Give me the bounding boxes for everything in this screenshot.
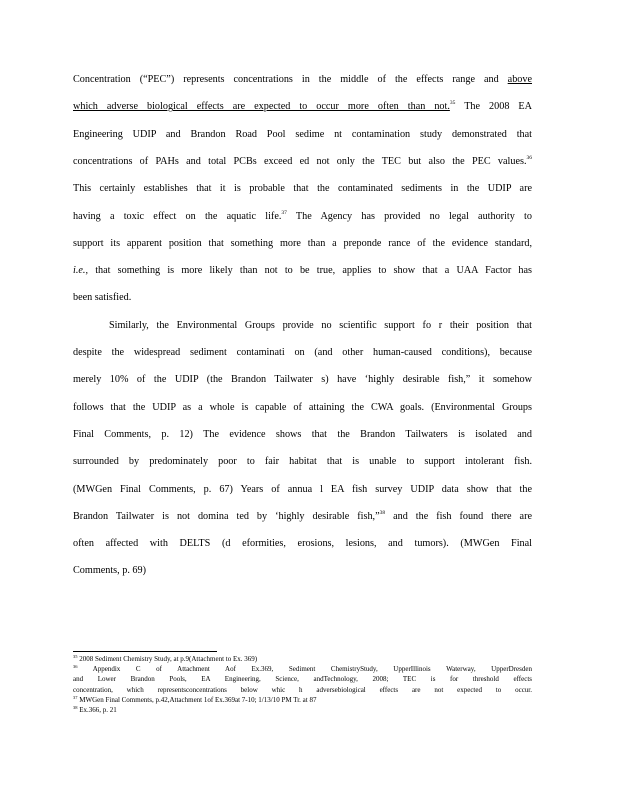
- body-text: which adverse biological effects are expected to occur more often than not.: [73, 101, 450, 113]
- body-text: Brandon Tailwater is not domina ted by ‘highly desirable fish,”: [73, 510, 380, 522]
- footnote-line: [73, 696, 532, 705]
- body-line: [73, 100, 532, 114]
- body-text: Engineering UDIP and Brandon Road Pool sedime nt contamination study demonstrated that: [73, 128, 532, 140]
- body-line: [109, 319, 532, 333]
- body-line: [73, 291, 532, 305]
- body-text: i.e.,: [73, 265, 88, 277]
- footnote-text: and Lower Brandon Pools, EA Engineering, Science, andTechnology, 2008; TEC is for threshold effects: [73, 675, 532, 684]
- footnote-text: MWGen Final Comments, p.42,Attachment 1of Ex.369at 7-10; 1/13/10 PM Tr. at 87: [77, 695, 317, 704]
- body-text: been satisfied.: [73, 292, 132, 304]
- body-line: [73, 210, 532, 224]
- body-text: above: [507, 74, 532, 85]
- body-line: [73, 346, 532, 360]
- body-line: [73, 237, 532, 251]
- footnote-marker: 37: [73, 694, 78, 700]
- footnote-marker: 36: [73, 664, 78, 670]
- body-text: that something is more likely than not to be true, applies to show that a UAA Factor has: [88, 265, 532, 277]
- footnote-marker: 35: [449, 100, 456, 107]
- footnote-line: [73, 665, 532, 674]
- body-line: [73, 264, 532, 278]
- body-text: and the fish found there are: [385, 510, 532, 522]
- footnote-text: concentration, which representsconcentrations below whic h adversebiological effects are not expected to occur.: [73, 685, 532, 694]
- footnote-text: 2008 Sediment Chemistry Study, at p.9(Attachment to Ex. 369): [77, 655, 258, 663]
- body-line: [73, 510, 532, 524]
- body-text: follows that the UDIP as a whole is capable of attaining the CWA goals. (Environmental Groups: [73, 401, 532, 413]
- footnote-marker: 35: [73, 654, 78, 659]
- body-line: [73, 155, 532, 169]
- body-line: [73, 182, 532, 196]
- body-text: support its apparent position that something more than a preponde rance of the evidence standard,: [73, 237, 532, 249]
- body-text: The 2008 EA: [455, 101, 533, 113]
- body-line: [73, 537, 532, 551]
- body-line: [73, 428, 532, 442]
- body-line: [73, 73, 532, 87]
- footnote-line: [73, 675, 532, 684]
- body-text: Final Comments, p. 12) The evidence shows that the Brandon Tailwaters is isolated and: [73, 428, 532, 440]
- footnote-marker: 38: [73, 705, 78, 710]
- body-text: having a toxic effect on the aquatic life.: [73, 210, 282, 222]
- body-line: [73, 564, 532, 578]
- footnote-line: [73, 706, 532, 715]
- body-text: (MWGen Final Comments, p. 67) Years of annua l EA fish survey UDIP data show that the: [73, 483, 532, 495]
- footnote-line: [73, 655, 532, 664]
- body-text: This certainly establishes that it is probable that the contaminated sediments in the UDIP are: [73, 183, 532, 195]
- body-text: surrounded by predominately poor to fair habitat that is unable to support intolerant fish.: [73, 456, 532, 468]
- body-line: [73, 401, 532, 415]
- body-line: [73, 483, 532, 497]
- footnote-divider: [73, 651, 217, 652]
- footnote-marker: 36: [526, 154, 532, 161]
- body-text: Concentration (“PEC”) represents concentrations in the middle of the effects range and: [73, 74, 508, 85]
- footnote-text: Ex.366, p. 21: [77, 706, 117, 714]
- body-line: [73, 128, 532, 142]
- body-line: [73, 373, 532, 387]
- footnote-line: [73, 686, 532, 695]
- body-text: Similarly, the Environmental Groups provide no scientific support fo r their position that: [109, 319, 532, 331]
- body-text: concentrations of PAHs and total PCBs exceed ed not only the TEC but also the PEC values.: [73, 155, 527, 167]
- footnote-text: Appendix C of Attachment Aof Ex.369, Sediment ChemistryStudy, UpperIllinois Waterway, UpperDresden: [77, 665, 532, 674]
- body-text: despite the widespread sediment contaminati on (and other human-caused conditions), because: [73, 347, 532, 358]
- body-text: The Agency has provided no legal authority to: [286, 210, 532, 222]
- body-text: often affected with DELTS (d eformities, erosions, lesions, and tumors). (MWGen Final: [73, 538, 532, 550]
- footnote-marker: 38: [379, 509, 386, 516]
- body-text: merely 10% of the UDIP (the Brandon Tailwater s) have ‘highly desirable fish,” it somehow: [73, 374, 532, 386]
- body-text: Comments, p. 69): [73, 565, 147, 577]
- footnote-marker: 37: [281, 209, 287, 216]
- body-line: [73, 455, 532, 469]
